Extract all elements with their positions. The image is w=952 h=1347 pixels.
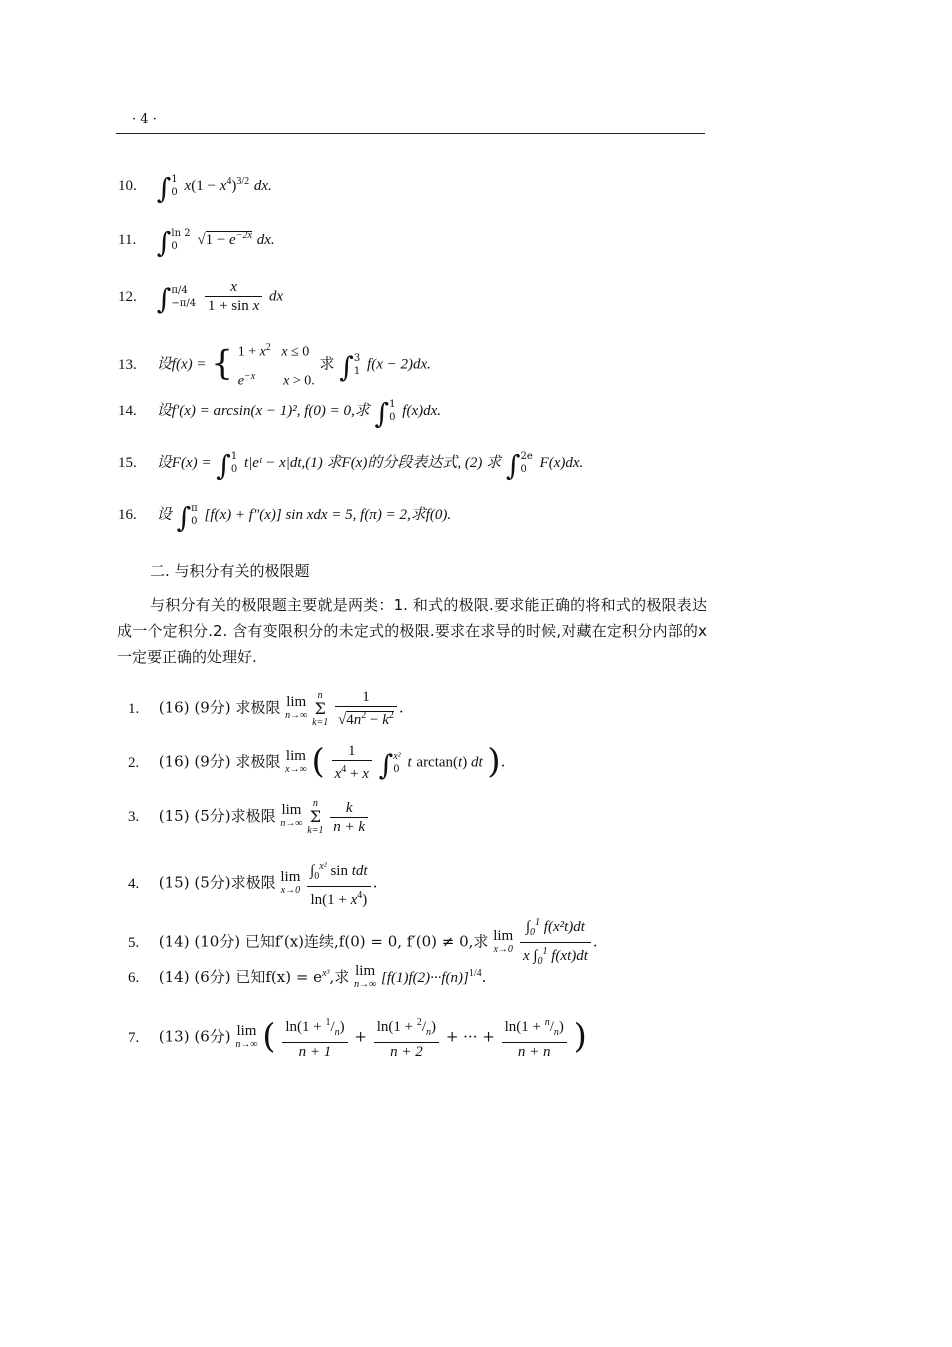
problem-number: 13. — [118, 356, 137, 373]
problem-number: 1. — [128, 700, 140, 717]
limit-problem-4: 4. (15) (5分)求极限 lim x→0 $\frac{\int_0^{x^2} \sin tdt}{\ln(1 + x^4)}$ . — [128, 858, 728, 909]
problem-number: 14. — [118, 403, 137, 419]
section-paragraph: 与积分有关的极限题主要就是两类：1. 和式的极限.要求能正确的将和式的极限表达成一个定积分.2. 含有变限积分的未定式的极限.要求在求导的时候,对藏在定积分内部的x一定要正确的处理好. — [117, 596, 707, 666]
problem-number: 6. — [128, 970, 140, 986]
limit-problem-5: 5. (14) (10分) 已知f′(x)连续,f(0) = 0, f′(0) ≠ 0,求 lim x→0 $\frac{\int_0^1 f(x^2t)dt}{x \int_0^1 f(xt)dt}$ . — [128, 914, 728, 971]
limit-problem-2: 2. (16) (9分) 求极限 lim x→∞ ( $\frac{1}{x^4 + x}$ ∫ x² 0 t arctan(t) dt ). — [128, 741, 506, 782]
problem-number: 3. — [128, 809, 140, 825]
problem-number: 15. — [118, 455, 137, 471]
limit-problem-6: 6. (14) (6分) 已知$f(x) = e^{x^3}$,求 lim n→∞ $[f(1)f(2)\cdot\cdot\cdot f(n)]^{1/4}$. — [128, 963, 487, 990]
problem-number: 11. — [118, 232, 137, 248]
problem-10: 10. ∫ 1 0 $x(1 - x^4)^{3/2}$ dx. — [118, 172, 272, 205]
problem-number: 5. — [128, 934, 140, 951]
problem-number: 4. — [128, 875, 140, 892]
problem-number: 12. — [118, 288, 137, 305]
problem-14: 14. 设f′(x) = arcsin(x − 1)², f(0) = 0,求 ∫ 1 0 f(x)dx. — [118, 397, 442, 430]
limit-problem-3: 3. (15) (5分)求极限 lim n→∞ n Σ k=1 $\frac{k}{n + k}$ — [128, 798, 728, 836]
problem-number: 7. — [128, 1029, 140, 1046]
problem-number: 2. — [128, 754, 140, 771]
header-rule — [116, 133, 705, 134]
problem-12: 12. ∫ π/4 −π/4 $\frac{x}{\text{1 + sin x}}$ dx — [118, 279, 284, 316]
problem-number: 16. — [118, 507, 137, 523]
limit-problem-7: 7. (13) (6分) lim n→∞ ( $\frac{\ln(1 + ^1/_n)}{n + 1}$ + $\frac{\ln(1 + ^2/_n)}{n + 2}$ + ··· + $\frac{\ln(1 + ^n/_n)}{n + n}$ ) — [128, 1014, 728, 1061]
problem-number: 10. — [118, 178, 137, 194]
problem-11: 11. ∫ ln 2 0 $√1 - e^{-2x}$ dx. — [118, 226, 275, 259]
section-title: 二. 与积分有关的极限题 — [150, 562, 310, 580]
problem-16: 16. 设 ∫ π 0 [f(x) + f″(x)] sin xdx = 5, f(π) = 2,求f(0). — [118, 501, 452, 534]
page-number: · 4 · — [132, 112, 157, 127]
limit-problem-1: 1. (16) (9分) 求极限 lim n→∞ n Σ k=1 $\frac{1}{√4n^2 - k^2}$ . — [128, 689, 404, 728]
problem-13: 13. 设f(x) = { $1 + x^2$ x ≤ 0 $e^{-x}$ x > 0. 求 ∫ 3 1 f(x − 2)dx. — [118, 342, 431, 389]
problem-15: 15. 设F(x) = ∫ 1 0 t|eᵗ − x|dt,(1) 求F(x)的分段表达式, (2) 求 ∫ 2e 0 F(x)dx. — [118, 449, 584, 482]
